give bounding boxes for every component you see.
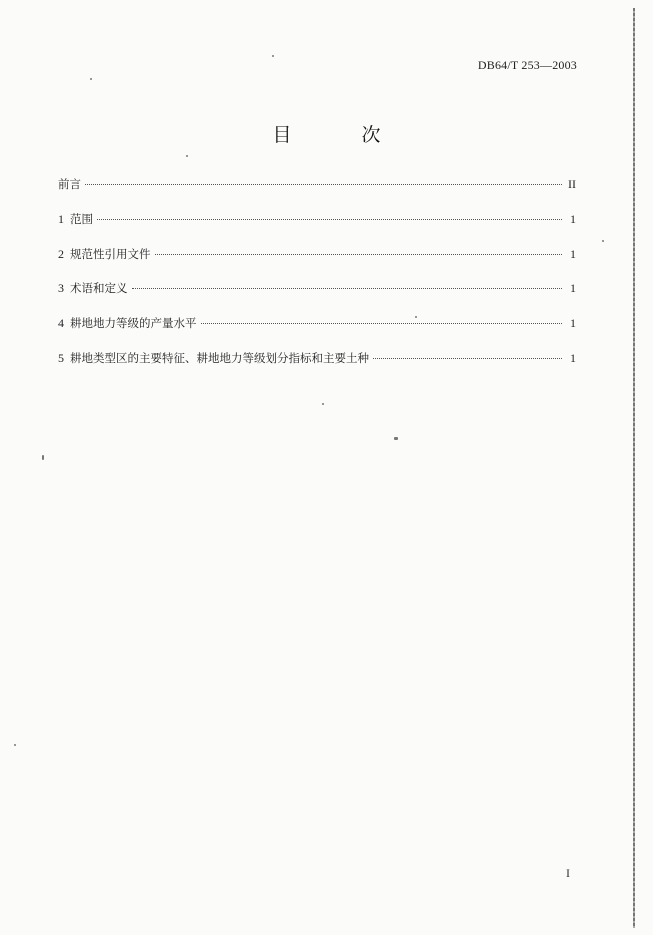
toc-entry-3[interactable] bbox=[58, 280, 576, 315]
toc-entry-text: 范围 bbox=[70, 211, 93, 226]
scan-speck bbox=[186, 155, 188, 157]
toc-leader-dots bbox=[85, 184, 562, 185]
toc-entry-text: 耕地类型区的主要特征、耕地地力等级划分指标和主要土种 bbox=[70, 350, 369, 365]
page-number: I bbox=[566, 866, 570, 880]
scan-speck bbox=[272, 55, 274, 57]
scan-speck bbox=[14, 744, 16, 746]
toc-entry-text: 规范性引用文件 bbox=[70, 246, 151, 261]
toc-entry-text: 术语和定义 bbox=[70, 281, 128, 296]
scan-speck bbox=[42, 455, 44, 460]
toc-entry-page: 1 bbox=[570, 316, 576, 331]
scan-speck bbox=[602, 240, 604, 242]
scan-speck bbox=[90, 78, 92, 80]
toc-entry-number: 4 bbox=[58, 316, 64, 331]
toc-title: 目 次 bbox=[272, 124, 413, 146]
toc-entry-page: 1 bbox=[570, 281, 576, 296]
toc-entry-page: 1 bbox=[570, 246, 576, 261]
toc-entry-foreword[interactable] bbox=[58, 176, 576, 211]
toc-leader-dots bbox=[201, 323, 563, 324]
toc-entry-page: 1 bbox=[570, 211, 576, 226]
scan-speck bbox=[322, 403, 324, 405]
toc-entry-5[interactable] bbox=[58, 350, 576, 385]
toc-entry-text: 前言 bbox=[58, 177, 81, 191]
toc-leader-dots bbox=[155, 254, 563, 255]
toc-entry-1[interactable] bbox=[58, 211, 576, 246]
toc-entry-2[interactable] bbox=[58, 246, 576, 281]
scan-speck bbox=[394, 437, 398, 440]
toc-leader-dots bbox=[373, 358, 562, 359]
toc-entry-text: 耕地地力等级的产量水平 bbox=[70, 316, 197, 331]
toc-entry-number: 3 bbox=[58, 281, 64, 296]
toc-leader-dots bbox=[132, 288, 563, 289]
toc-entry-number: 5 bbox=[58, 350, 64, 365]
toc-entry-page: II bbox=[568, 177, 576, 191]
scan-speck bbox=[415, 316, 417, 318]
toc-entry-number: 1 bbox=[58, 211, 64, 226]
toc-leader-dots bbox=[97, 219, 562, 220]
toc-entry-page: 1 bbox=[570, 350, 576, 365]
toc-entry-number: 2 bbox=[58, 246, 64, 261]
toc-entry-4[interactable] bbox=[58, 315, 576, 350]
standard-code: DB64/T 253—2003 bbox=[477, 58, 577, 72]
toc-list bbox=[58, 176, 576, 385]
